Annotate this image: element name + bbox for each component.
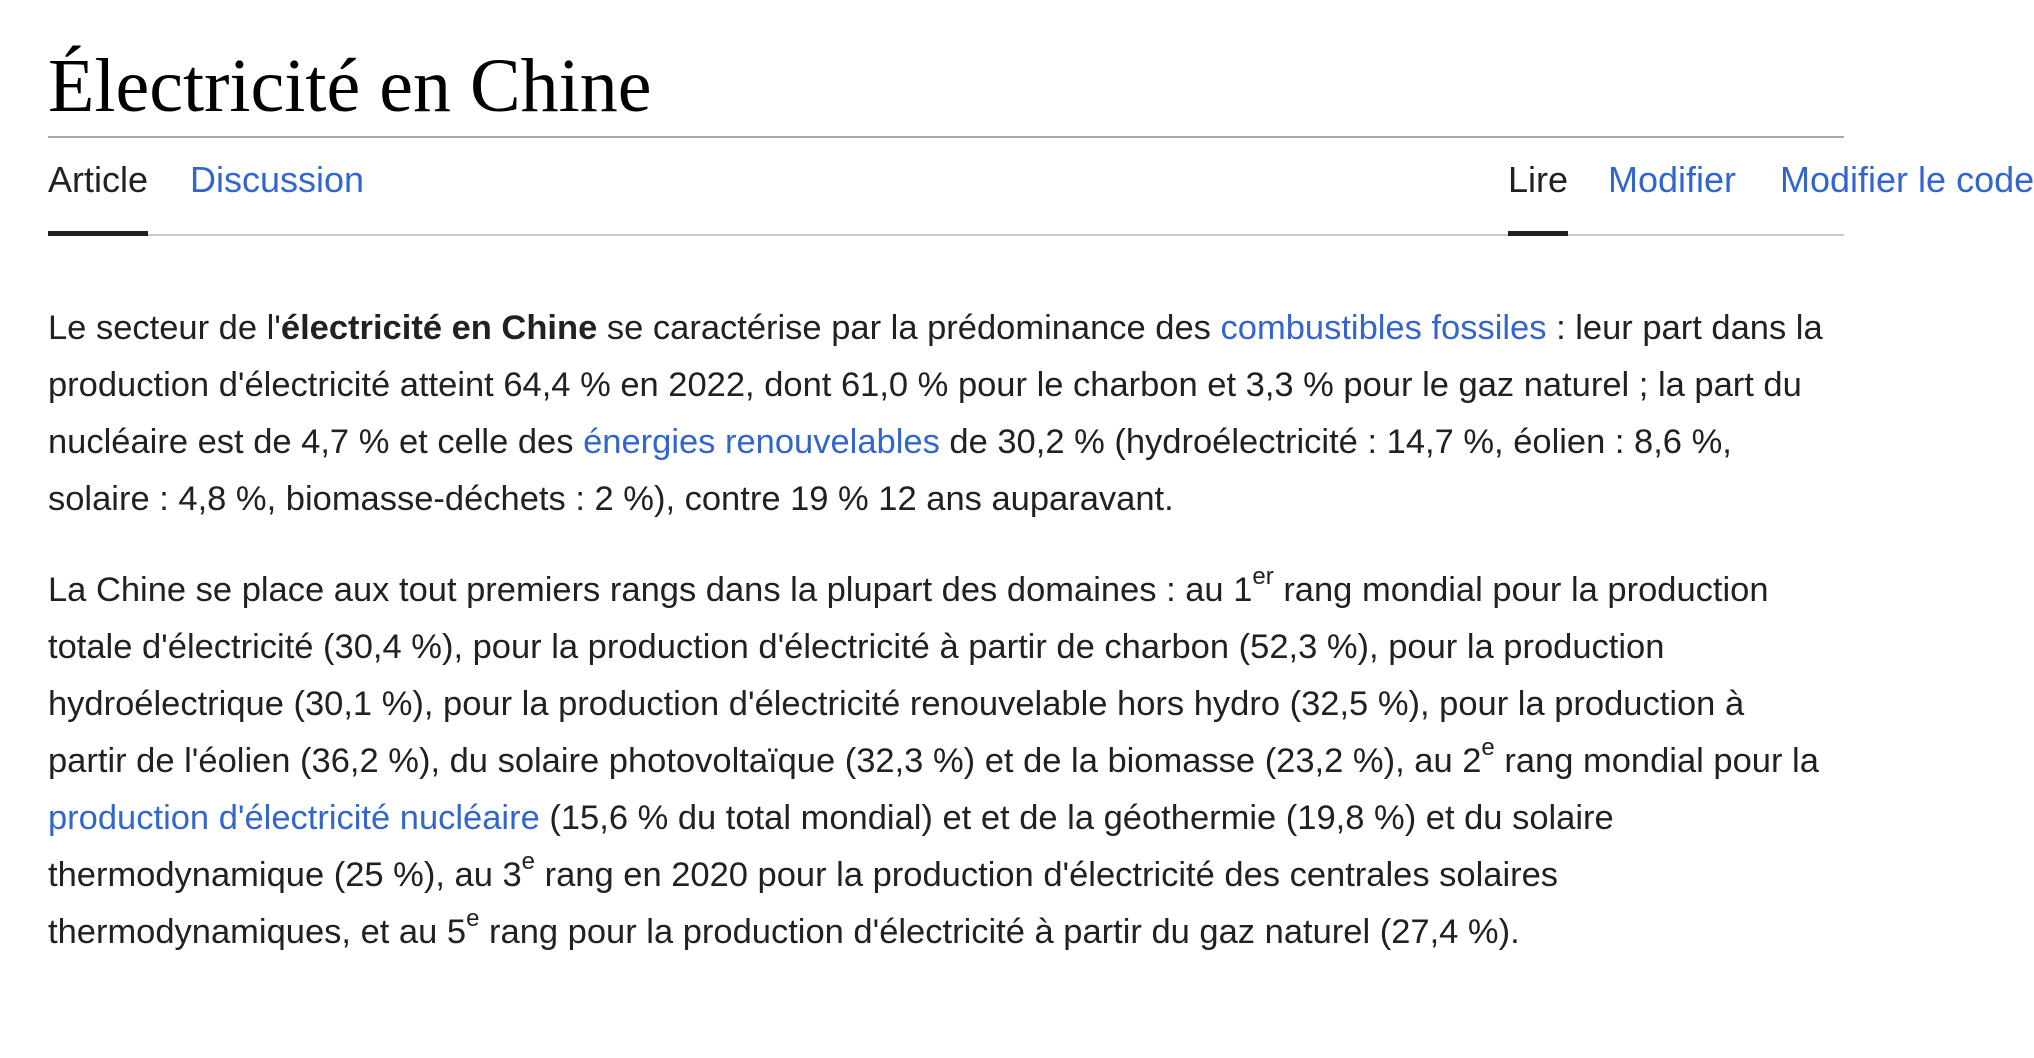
p2-text-6: rang pour la production d'électricité à partir du gaz naturel (27,4 %). <box>479 913 1520 951</box>
p2-sup-1: er <box>1252 563 1274 591</box>
page-tabs <box>48 138 2034 236</box>
page-title: Électricité en Chine <box>48 44 652 128</box>
p2-text-5: rang en 2020 pour la production d'électricité des centrales solaires thermodynamiques, et au 5 <box>48 856 1559 951</box>
tab-edit[interactable]: Modifier <box>1608 159 1737 200</box>
ranking-paragraph <box>48 562 1828 961</box>
tab-read[interactable]: Lire <box>1508 138 1568 234</box>
p2-text-4: (15,6 % du total mondial) et et de la géothermie (19,8 %) et du solaire thermodynamique (25 %), au 3 <box>48 799 1614 894</box>
link-energies-renouvelables[interactable]: énergies renouvelables <box>583 423 940 461</box>
link-production-nucleaire[interactable]: production d'électricité nucléaire <box>48 799 540 837</box>
link-combustibles-fossiles[interactable]: combustibles fossiles <box>1220 309 1547 347</box>
p1-text-3: : leur part dans la production d'électricité atteint 64,4 % en 2022, dont 61,0 % pour le charbon et 3,3 % pour le gaz naturel ; la part du nucléaire est de 4,7 % et celle des <box>48 309 1823 461</box>
p1-text-1: Le secteur de l' <box>48 309 281 347</box>
article-body <box>48 300 1828 995</box>
p2-text-3: rang mondial pour la <box>1494 742 1819 780</box>
p1-text-4: de 30,2 % (hydroélectricité : 14,7 %, éolien : 8,6 %, solaire : 4,8 %, biomasse-déchets : 2 %), contre 19 % 12 ans auparavant. <box>48 423 1732 518</box>
p1-text-2: se caractérise par la prédominance des <box>597 309 1221 347</box>
article-page <box>48 0 2034 951</box>
p2-text-1: La Chine se place aux tout premiers rangs dans la plupart des domaines : au 1 <box>48 571 1253 609</box>
tab-article[interactable]: Article <box>48 138 148 234</box>
tab-edit-source[interactable]: Modifier le code <box>1780 159 2034 200</box>
p2-sup-2: e <box>1481 734 1495 762</box>
intro-paragraph <box>48 300 1828 528</box>
p2-sup-3: e <box>521 848 536 876</box>
tab-discussion[interactable]: Discussion <box>190 159 365 200</box>
p1-bold-subject: électricité en Chine <box>280 309 598 347</box>
p2-sup-4: e <box>466 905 480 933</box>
p2-text-2: rang mondial pour la production totale d'électricité (30,4 %), pour la production d'électricité à partir de charbon (52,3 %), pour la production hydroélectrique (30,1 %), pour la production d'électricité renouvelable hors hydro (32,5 %), pour la production à partir de l'éolien (36,2 %), du solaire photovoltaïque (32,3 %) et de la biomasse (23,2 %), au 2 <box>48 571 1769 780</box>
